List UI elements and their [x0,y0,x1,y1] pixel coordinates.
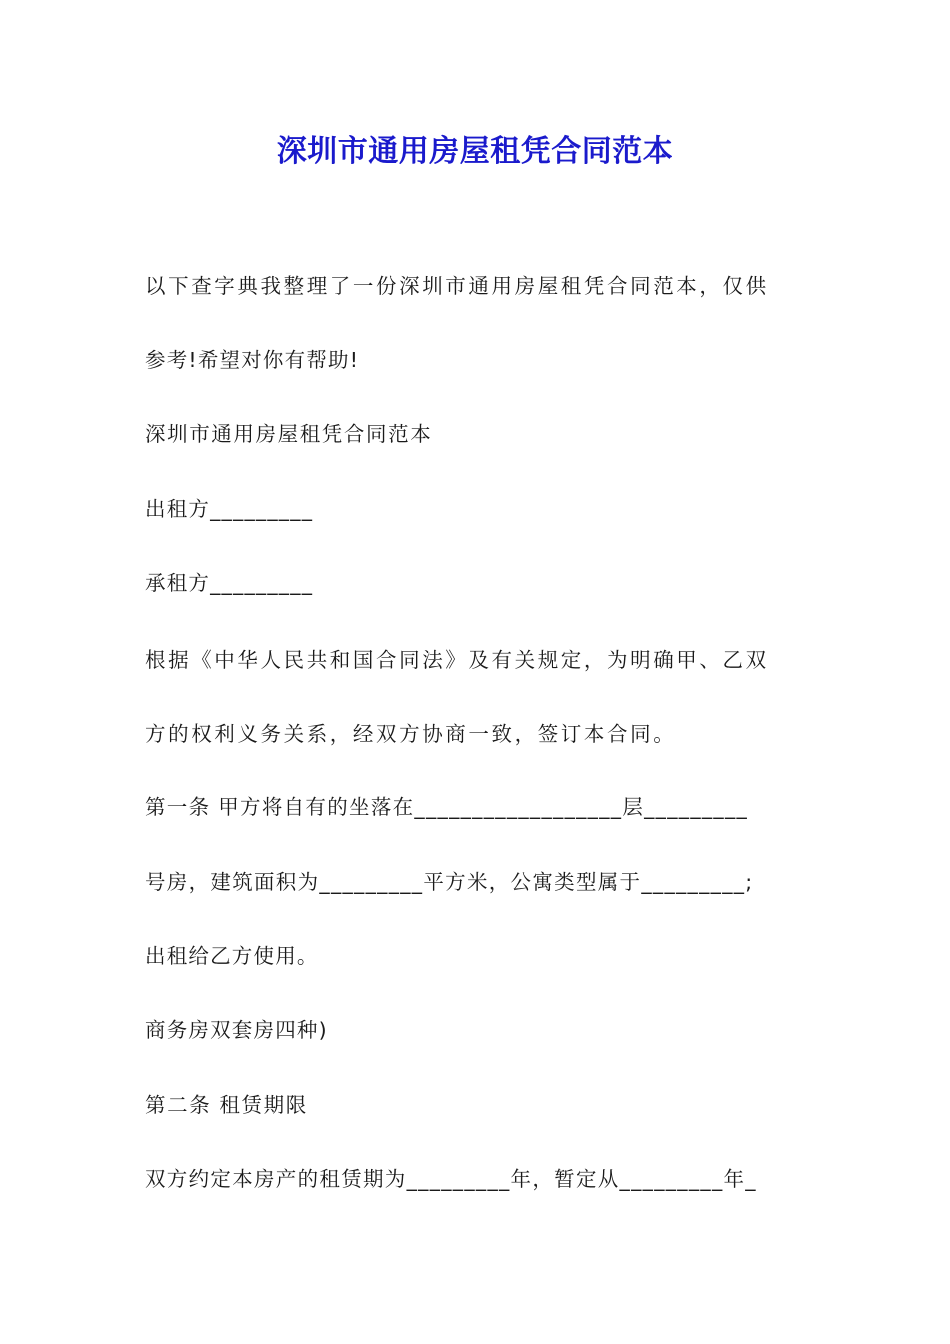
article-two-heading: 第二条 租赁期限 [145,1093,308,1117]
lessor-field-line: 出租方_________ [145,497,314,521]
paragraph-line: 号房，建筑面积为_________平方米，公寓类型属于_________; [145,870,754,894]
document-title: 深圳市通用房屋租凭合同范本 [276,134,674,169]
paragraph-line: 深圳市通用房屋租凭合同范本 [145,422,433,446]
paragraph-line: 根据《中华人民共和国合同法》及有关规定，为明确甲、乙双 [145,648,769,672]
paragraph-line: 出租给乙方使用。 [145,944,319,968]
paragraph-line: 参考!希望对你有帮助! [145,348,360,372]
paragraph-line: 以下查字典我整理了一份深圳市通用房屋租凭合同范本，仅供 [145,274,769,298]
article-one-line: 第一条 甲方将自有的坐落在__________________层_________ [145,795,749,819]
paragraph-line: 方的权利义务关系，经双方协商一致，签订本合同。 [145,722,677,746]
paragraph-line: 双方约定本房产的租赁期为_________年，暂定从_________年_ [145,1167,757,1191]
paragraph-line: 商务房双套房四种) [145,1018,328,1042]
lessee-field-line: 承租方_________ [145,571,314,595]
